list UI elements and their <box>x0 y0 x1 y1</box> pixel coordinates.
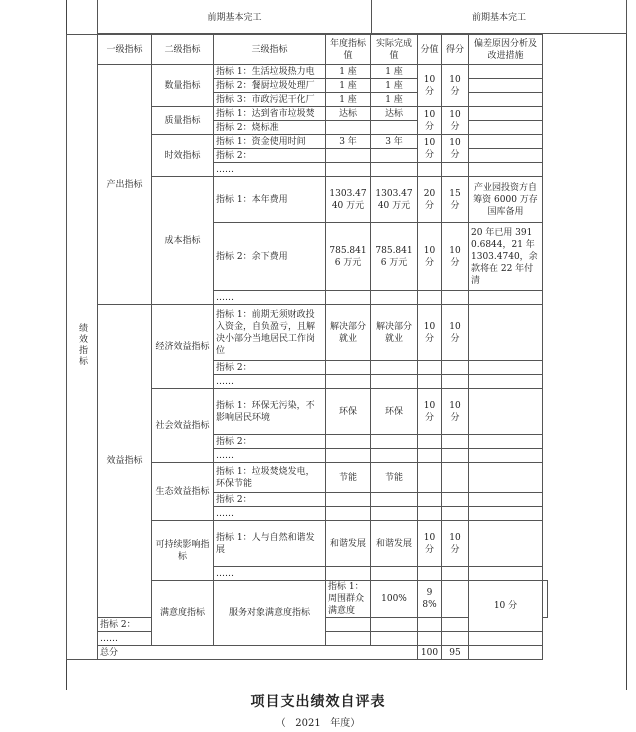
target-value: 节能 <box>326 463 371 493</box>
actual-value: 1 座 <box>371 65 418 79</box>
actual-value: 达标 <box>371 107 418 121</box>
indicator-name: …… <box>214 507 326 521</box>
actual-value: 1303.4740 万元 <box>371 177 418 223</box>
header-right-cell <box>371 0 627 34</box>
sustainable-label: 可持续影响指标 <box>152 521 214 581</box>
actual-value: 1 座 <box>371 79 418 93</box>
deviation-cell <box>469 291 543 305</box>
score-value: 10 分 <box>469 581 543 632</box>
indicator-name: 指标 1：达到省市垃圾焚 <box>214 107 326 121</box>
score-value: 15 分 <box>442 177 469 223</box>
weight-value: 10 分 <box>418 65 442 107</box>
page-title: 项目支出绩效自评表 <box>250 694 386 710</box>
indicator-name: 指标 1：资金使用时间 <box>214 135 326 149</box>
deviation-cell <box>469 107 543 121</box>
indicator-name: 指标 1：本年费用 <box>214 177 326 223</box>
deviation-cell <box>469 93 543 107</box>
col-deviation: 偏差原因分析及改进措施 <box>469 35 543 65</box>
actual-value: 节能 <box>371 463 418 493</box>
quantity-label: 数量指标 <box>152 65 214 107</box>
target-value: 1 座 <box>326 93 371 107</box>
col-actual: 实际完成值 <box>371 35 418 65</box>
weight-value: 10 分 <box>418 521 442 567</box>
actual-value <box>371 163 418 177</box>
indicator-name: 指标 2：烧标准 <box>214 121 326 135</box>
deviation-cell <box>469 135 543 149</box>
actual-value <box>371 291 418 305</box>
score-value: 10 分 <box>442 223 469 291</box>
weight-value: 10 分 <box>418 135 442 163</box>
indicator-name: 指标 2： <box>214 493 326 507</box>
economic-label: 经济效益指标 <box>152 305 214 389</box>
deviation-cell <box>469 121 543 135</box>
target-value <box>326 163 371 177</box>
indicator-name: 指标 1：人与自然和谐发展 <box>214 521 326 567</box>
score-value: 10 分 <box>442 389 469 435</box>
header-right-text: 前期基本完工 <box>471 13 526 23</box>
side-label: 绩效指标 <box>77 323 87 367</box>
actual-value: 1 座 <box>371 93 418 107</box>
benefit-label: 效益指标 <box>98 305 152 618</box>
col-weight: 分值 <box>418 35 442 65</box>
weight-value <box>418 163 442 177</box>
target-value: 785.8416 万元 <box>326 223 371 291</box>
output-label: 产出指标 <box>98 65 152 305</box>
weight-value: 10 分 <box>418 305 442 361</box>
indicator-name: 指标 1：周围群众满意度 <box>326 581 371 618</box>
actual-value <box>371 149 418 163</box>
actual-value: 和谐发展 <box>371 521 418 567</box>
target-value: 环保 <box>326 389 371 435</box>
weight-value: 10 分 <box>418 223 442 291</box>
col-annual-target: 年度指标值 <box>326 35 371 65</box>
indicator-name: 指标 1：垃圾焚烧发电，环保节能 <box>214 463 326 493</box>
year-open: （ <box>275 718 286 729</box>
target-value: 1303.4740 万元 <box>326 177 371 223</box>
score-value <box>442 291 469 305</box>
deviation-cell <box>469 305 543 361</box>
year-value: 2021 <box>295 718 321 729</box>
weight-value: 20 分 <box>418 177 442 223</box>
satisfaction-sub-label: 服务对象满意度指标 <box>214 581 326 646</box>
indicator-name: 指标 2：余下费用 <box>214 223 326 291</box>
year-line <box>0 714 636 729</box>
table-row <box>67 65 548 79</box>
satisfaction-label: 满意度指标 <box>152 581 214 646</box>
indicator-name: …… <box>214 163 326 177</box>
performance-table <box>66 34 548 660</box>
frame-right-line <box>626 0 627 690</box>
target-value <box>326 121 371 135</box>
actual-value: 3 年 <box>371 135 418 149</box>
indicator-name: 指标 2： <box>214 361 326 375</box>
side-label-cell <box>67 35 98 660</box>
total-score: 95 <box>442 646 469 660</box>
total-row <box>67 646 548 660</box>
indicator-name: …… <box>214 449 326 463</box>
total-label: 总分 <box>98 646 418 660</box>
target-value <box>326 149 371 163</box>
deviation-cell <box>469 163 543 177</box>
indicator-name: 指标 1：生活垃圾热力电 <box>214 65 326 79</box>
target-value <box>326 291 371 305</box>
indicator-name: 指标 2： <box>214 149 326 163</box>
target-value: 1 座 <box>326 65 371 79</box>
indicator-name: …… <box>214 291 326 305</box>
col-level2: 二级指标 <box>152 35 214 65</box>
header-left-text: 前期基本完工 <box>207 13 262 23</box>
actual-value: 环保 <box>371 389 418 435</box>
deviation-cell <box>469 79 543 93</box>
indicator-name: …… <box>214 375 326 389</box>
indicator-name: …… <box>214 567 326 581</box>
indicator-name: 指标 2：餐厨垃圾处理厂 <box>214 79 326 93</box>
actual-value: 解决部分就业 <box>371 305 418 361</box>
actual-value: 785.8416 万元 <box>371 223 418 291</box>
ecological-label: 生态效益指标 <box>152 463 214 521</box>
score-value: 10 分 <box>442 107 469 135</box>
social-label: 社会效益指标 <box>152 389 214 463</box>
col-score: 得分 <box>442 35 469 65</box>
score-value: 10 分 <box>442 65 469 107</box>
target-value: 解决部分就业 <box>326 305 371 361</box>
total-weight: 100 <box>418 646 442 660</box>
weight-value <box>418 291 442 305</box>
cost-label: 成本指标 <box>152 177 214 305</box>
target-value: 3 年 <box>326 135 371 149</box>
deviation-cell <box>469 389 543 435</box>
deviation-cell <box>469 149 543 163</box>
actual-value: 98% <box>418 581 442 618</box>
target-value: 100% <box>371 581 418 618</box>
score-value: 10 分 <box>442 135 469 163</box>
target-value: 达标 <box>326 107 371 121</box>
indicator-name: 指标 1：环保无污染，不影响居民环境 <box>214 389 326 435</box>
col-level3: 三级指标 <box>214 35 326 65</box>
timeliness-label: 时效指标 <box>152 135 214 177</box>
deviation-cell <box>469 521 543 567</box>
indicator-name: 指标 3：市政污泥干化厂 <box>214 93 326 107</box>
year-suffix: 年度） <box>330 718 361 729</box>
indicator-name: 指标 2： <box>214 435 326 449</box>
weight-value: 10 分 <box>418 107 442 135</box>
deviation-cell <box>469 65 543 79</box>
score-value: 10 分 <box>442 521 469 567</box>
indicator-name: …… <box>98 632 152 646</box>
actual-value <box>371 121 418 135</box>
indicator-name: 指标 1：前期无须财政投入资金，自负盈亏，且解决小部分当地居民工作岗位 <box>214 305 326 361</box>
weight-value: 10 分 <box>418 389 442 435</box>
col-level1: 一级指标 <box>98 35 152 65</box>
deviation-note: 产业园投资方自筹资 6000 万存国库备用 <box>469 177 543 223</box>
quality-label: 质量指标 <box>152 107 214 135</box>
table-row <box>67 305 548 361</box>
score-value: 10 分 <box>442 305 469 361</box>
target-value: 和谐发展 <box>326 521 371 567</box>
score-value <box>442 163 469 177</box>
column-header-row <box>67 35 548 65</box>
indicator-name: 指标 2： <box>98 618 152 632</box>
deviation-note: 20 年已用 3910.6844，21 年 1303.4740，余款将在 22 年付清 <box>469 223 543 291</box>
target-value: 1 座 <box>326 79 371 93</box>
header-left-cell <box>97 0 371 34</box>
